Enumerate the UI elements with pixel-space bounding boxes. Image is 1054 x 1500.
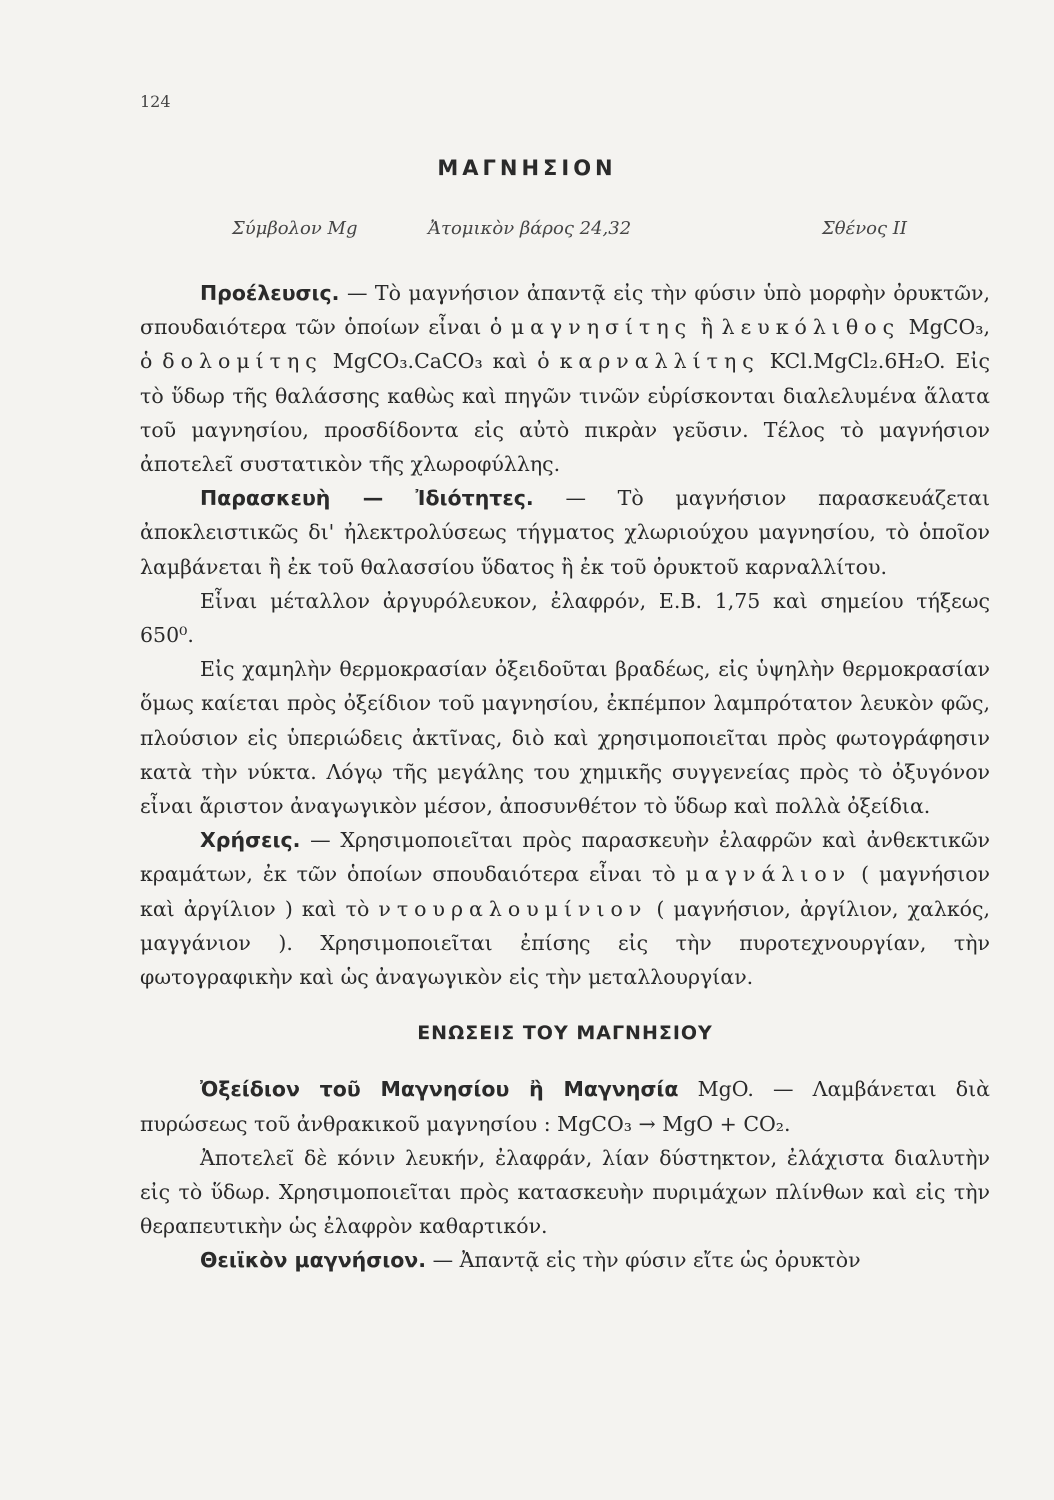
page-body xyxy=(140,276,990,1278)
section-subheading: ΕΝΩΣΕΙΣ ΤΟΥ ΜΑΓΝΗΣΙΟΥ xyxy=(417,1022,713,1045)
symbol-label: Σύμβολον Mg xyxy=(232,218,358,239)
text-run: — Ἀπαντᾷ εἰς τὴν φύσιν εἴτε ὡς ὀρυκτὸν xyxy=(426,1248,861,1273)
text-run: — Χρησιμοποιεῖται πρὸς παρασκευὴν ἐλαφρῶν καὶ ἀνθεκτικῶν κραμάτων, ἐκ τῶν ὁποίων σπουδαιότερα εἶναι τὸ xyxy=(140,828,990,887)
mineral-term: μαγνησίτης xyxy=(510,315,693,340)
paragraph-magnesia xyxy=(140,1072,990,1140)
text-run: MgO. — Λαμβάνεται διὰ πυρώσεως τοῦ ἀνθρακικοῦ μαγνησίου : MgCO₃ → MgO + CO₂. xyxy=(140,1077,990,1136)
paragraph-origin xyxy=(140,276,990,481)
page-number: 124 xyxy=(140,92,171,111)
origin-heading: Προέλευσις. xyxy=(200,281,340,305)
alloy-term: ντουραλουμίνιον xyxy=(378,896,648,921)
paragraph-uses xyxy=(140,823,990,994)
mineral-term: καρναλλίτης xyxy=(559,349,760,374)
mineral-term: δολομίτης xyxy=(162,349,323,374)
text-run: ( μαγνήσιον, ἀργίλιον, χαλκός, μαγγάνιον ). Χρησιμοποιεῖται ἐπίσης εἰς τὴν πυροτεχνουργίαν, τὴν φωτογραφικὴν καὶ ὡς ἀναγωγικὸν εἰς τὴν μεταλλουργίαν. xyxy=(140,896,990,990)
paragraph-properties: Εἶναι μέταλλον ἀργυρόλευκον, ἐλαφρόν, Ε.Β. 1,75 καὶ σημείου τήξεως 650⁰. xyxy=(140,588,990,648)
valence-label: Σθένος II xyxy=(822,218,908,239)
alloy-term: μαγνάλιον xyxy=(685,862,852,887)
mineral-term: λευκόλιθος xyxy=(721,315,901,340)
text-run: — Τὸ μαγνήσιον ἀπαντᾷ εἰς τὴν φύσιν ὑπὸ μορφὴν ὀρυκτῶν, σπουδαιότερα τῶν ὁποίων εἶναι ὁ xyxy=(140,281,990,340)
paragraph-sulfate xyxy=(140,1243,990,1277)
paragraph-oxidation: Εἰς χαμηλὴν θερμοκρασίαν ὀξειδοῦται βραδέως, εἰς ὑψηλὴν θερμοκρασίαν ὅμως καίεται πρὸς ὀξείδιον τοῦ μαγνησίου, ἐκπέμπον λαμπρότατον λευκὸν φῶς, πλούσιον εἰς ὑπεριώδεις ἀκτῖνας, διὸ καὶ χρησιμοποιεῖται πρὸς φωτογράφησιν κατὰ τὴν νύκτα. Λόγῳ τῆς μεγάλης του χημικῆς συγγενείας πρὸς τὸ ὀξυγόνον εἶναι ἄριστον ἀναγωγικὸν μέσον, ἀποσυνθέτον τὸ ὕδωρ καὶ πολλὰ ὀξείδια. xyxy=(140,657,990,819)
text-run: ἢ xyxy=(692,315,722,340)
preparation-heading: Παρασκευὴ — Ἰδιότητες. xyxy=(200,486,534,511)
text-run: — Τὸ μαγνήσιον παρασκευάζεται ἀποκλειστικῶς δι' ἠλεκτρολύσεως τήγματος χλωριούχου μαγνησίου, τὸ ὁποῖον λαμβάνεται ἢ ἐκ τοῦ θαλασσίου ὕδατος ἢ ἐκ τοῦ ὀρυκτοῦ καρναλλίτου. xyxy=(140,486,991,579)
paragraph-magnesia-uses: Ἀποτελεῖ δὲ κόνιν λευκήν, ἐλαφράν, λίαν δύστηκτον, ἐλάχιστα διαλυτὴν εἰς τὸ ὕδωρ. Χρησιμοποιεῖται πρὸς κατασκευὴν πυριμάχων πλίνθων καὶ εἰς τὴν θεραπευτικὴν ὡς ἐλαφρὸν καθαρτικόν. xyxy=(140,1145,990,1239)
chapter-title: ΜΑΓΝΗΣΙΟΝ xyxy=(437,156,617,180)
text-run: MgCO₃, ὁ xyxy=(140,315,990,374)
uses-heading: Χρήσεις. xyxy=(200,828,301,853)
sulfate-heading: Θειϊκὸν μαγνήσιον. xyxy=(200,1248,427,1273)
paragraph-preparation xyxy=(140,481,990,584)
text-run: MgCO₃.CaCO₃ καὶ ὁ xyxy=(322,349,560,374)
text-run: ( μαγνήσιον καὶ ἀργίλιον ) καὶ τὸ xyxy=(140,862,990,921)
atomic-weight-label: Ἀτομικὸν βάρος 24,32 xyxy=(428,218,632,239)
text-run: KCl.MgCl₂.6H₂O. Εἰς τὸ ὕδωρ τῆς θαλάσσης καθὼς καὶ πηγῶν τινῶν εὑρίσκονται διαλελυμένα ἅλατα τοῦ μαγνησίου, προσδίδοντα εἰς αὐτὸ πικρὰν γεῦσιν. Τέλος τὸ μαγνήσιον ἀποτελεῖ συστατικὸν τῆς χλωροφύλλης. xyxy=(140,349,991,477)
magnesia-heading: Ὀξείδιον τοῦ Μαγνησίου ἢ Μαγνησία xyxy=(200,1077,679,1102)
